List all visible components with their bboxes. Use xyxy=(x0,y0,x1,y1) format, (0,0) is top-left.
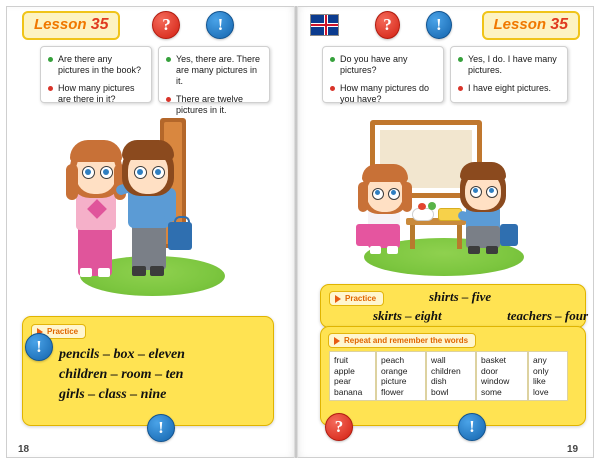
bullet-red-icon xyxy=(48,86,53,91)
word-cell: dish xyxy=(431,376,447,386)
bullet-red-icon xyxy=(330,86,335,91)
bullet-red-icon xyxy=(458,86,463,91)
left-dialogue-answers xyxy=(158,46,270,115)
info-icon-right-bottom-glyph: ! xyxy=(469,417,475,436)
help-icon-right-bottom[interactable] xyxy=(325,413,353,441)
practice-tag-right-label: Practice xyxy=(345,294,377,303)
word-cell: basket xyxy=(481,355,507,365)
left-page-header xyxy=(22,10,272,40)
dialogue-text: Are there any pictures in the book? xyxy=(58,54,142,75)
info-icon-left-practice[interactable] xyxy=(25,333,53,361)
right-practice-lines-2 xyxy=(373,306,588,325)
word-cell: door xyxy=(481,365,499,376)
word-cell: peach xyxy=(381,355,405,365)
right-illustration xyxy=(350,120,540,280)
practice-line: children – room – ten xyxy=(59,367,184,382)
dialogue-line xyxy=(458,83,561,94)
word-cell: some xyxy=(481,386,502,397)
dialogue-line xyxy=(330,83,437,105)
practice-line: teachers – four xyxy=(507,308,588,323)
word-cell: any xyxy=(533,355,547,365)
lesson-badge-right xyxy=(482,11,580,40)
help-icon-right-bottom-glyph: ? xyxy=(334,417,344,436)
left-practice-lines xyxy=(59,345,185,405)
dialogue-line xyxy=(166,54,263,87)
word-cell: window xyxy=(481,376,510,386)
info-icon-left-glyph: ! xyxy=(217,15,224,34)
dialogue-text: I have eight pictures. xyxy=(468,83,552,93)
word-column xyxy=(528,351,568,401)
right-page-header xyxy=(310,10,580,40)
word-cell: picture xyxy=(381,376,407,386)
word-column xyxy=(426,351,476,401)
word-column xyxy=(376,351,426,401)
left-dialogue-questions xyxy=(40,46,152,103)
bullet-green-icon xyxy=(458,57,463,62)
repeat-panel xyxy=(320,326,586,426)
lesson-number-right: 35 xyxy=(550,15,568,33)
lesson-label-right: Lesson xyxy=(493,15,547,33)
dialogue-line xyxy=(48,83,145,105)
right-practice-panel xyxy=(320,284,586,328)
word-cell: flower xyxy=(381,386,404,397)
dialogue-line xyxy=(458,54,561,76)
right-dialogue xyxy=(322,46,572,103)
bullet-green-icon xyxy=(48,57,53,62)
info-icon-left-bottom[interactable] xyxy=(147,414,175,442)
help-icon-right[interactable] xyxy=(375,11,400,39)
dialogue-text: How many pictures are there in it? xyxy=(58,83,135,104)
info-icon-right-bottom[interactable] xyxy=(458,413,486,441)
word-cell: pear xyxy=(334,376,352,386)
bullet-green-icon xyxy=(166,57,171,62)
repeat-tag xyxy=(328,333,476,348)
page-number-left: 18 xyxy=(18,444,30,455)
bullet-red-icon xyxy=(166,97,171,102)
word-cell: children xyxy=(431,365,461,376)
word-column xyxy=(329,351,376,401)
word-cell: apple xyxy=(334,365,355,376)
right-dialogue-answers xyxy=(450,46,568,103)
help-icon-left-glyph: ? xyxy=(162,15,171,34)
dialogue-line xyxy=(48,54,145,76)
info-icon-right[interactable] xyxy=(426,11,451,39)
lesson-label-left: Lesson xyxy=(34,15,87,33)
lesson-number-left: 35 xyxy=(90,15,109,33)
practice-tag-left-label: Practice xyxy=(47,327,79,336)
dialogue-line xyxy=(330,54,437,76)
practice-line: skirts – eight xyxy=(373,308,442,323)
practice-line: shirts – five xyxy=(429,289,492,304)
page-number-right: 19 xyxy=(567,444,579,455)
uk-flag-icon xyxy=(310,14,339,36)
practice-line: girls – class – nine xyxy=(59,387,167,402)
word-cell: wall xyxy=(431,355,446,365)
word-cell: orange xyxy=(381,365,408,376)
word-cell: only xyxy=(533,365,549,376)
book-spine xyxy=(294,6,298,458)
dialogue-line xyxy=(166,94,263,116)
word-cell: bowl xyxy=(431,386,449,397)
info-icon-left-practice-glyph: ! xyxy=(36,337,42,356)
word-cell: banana xyxy=(334,386,363,397)
bullet-green-icon xyxy=(330,57,335,62)
dialogue-text: Yes, there are. There are many pictures in it. xyxy=(176,54,261,86)
right-practice-lines-1 xyxy=(429,287,491,306)
practice-line: pencils – box – eleven xyxy=(59,347,185,362)
word-column xyxy=(476,351,528,401)
lesson-badge-left xyxy=(22,11,120,40)
play-triangle-icon xyxy=(334,337,340,345)
info-icon-left[interactable] xyxy=(206,11,234,39)
dialogue-text: Do you have any pictures? xyxy=(340,54,408,75)
left-illustration xyxy=(60,118,240,298)
word-cell: like xyxy=(533,376,546,386)
dialogue-text: There are twelve pictures in it. xyxy=(176,94,244,115)
left-practice-panel xyxy=(22,316,274,426)
info-icon-right-glyph: ! xyxy=(436,15,442,34)
dialogue-text: Yes, I do. I have many pictures. xyxy=(468,54,557,75)
info-icon-left-bottom-glyph: ! xyxy=(158,418,164,437)
word-table xyxy=(329,351,568,401)
play-triangle-icon xyxy=(335,295,341,303)
dialogue-text: How many pictures do you have? xyxy=(340,83,430,104)
repeat-tag-label: Repeat and remember the words xyxy=(344,336,469,345)
help-icon-left[interactable] xyxy=(152,11,180,39)
word-cell: love xyxy=(533,386,549,397)
word-cell: fruit xyxy=(334,355,349,365)
help-icon-right-glyph: ? xyxy=(383,15,392,34)
right-dialogue-questions xyxy=(322,46,444,103)
practice-tag-right xyxy=(329,291,384,306)
left-dialogue xyxy=(40,46,270,115)
